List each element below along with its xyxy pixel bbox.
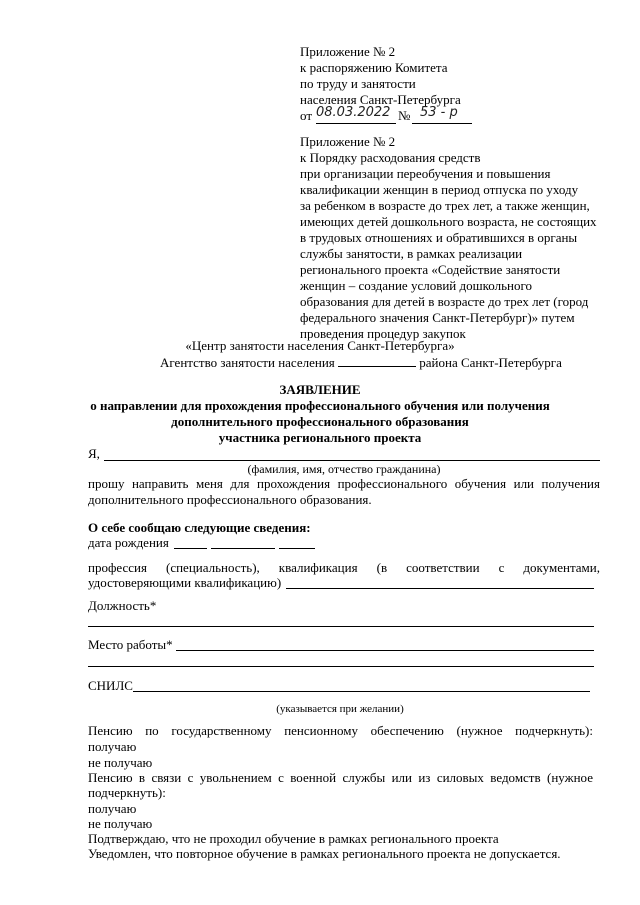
appendix-line: службы занятости, в рамках реализации: [300, 246, 523, 261]
appendix-line: федерального значения Санкт-Петербург)» путем: [300, 310, 575, 325]
military-pension-receive[interactable]: получаю: [88, 801, 137, 816]
profession-line-2: удостоверяющими квалификацию): [88, 575, 282, 590]
addressee-line-1: «Центр занятости населения Санкт-Петербурга»: [185, 338, 455, 353]
date-underline: [316, 123, 396, 124]
birth-date-label: дата рождения: [88, 535, 169, 550]
request-line-1: прошу направить меня для прохождения профессионального обучения или получения: [88, 476, 600, 491]
district-blank: [338, 354, 416, 367]
appendix-line: в трудовых отношениях и обратившихся в органы: [300, 230, 578, 245]
appendix-line: регионального проекта «Содействие занятости: [300, 262, 561, 277]
profession-field[interactable]: [286, 588, 594, 589]
state-pension-question: Пенсию по государственному пенсионному обеспечению (нужное подчеркнуть):: [88, 723, 593, 738]
appendix-date-line: [300, 105, 461, 124]
handwritten-date: 08.03.2022: [316, 105, 391, 120]
appendix-line: при организации переобучения и повышения: [300, 166, 551, 181]
applicant-prefix: Я,: [88, 446, 100, 461]
appendix-line: населения Санкт-Петербурга: [300, 92, 461, 107]
document-title: ЗАЯВЛЕНИЕ: [279, 382, 361, 397]
military-pension-not-receive[interactable]: не получаю: [88, 816, 153, 831]
snils-field[interactable]: [133, 691, 590, 692]
appendix-line: женщин – создание условий дошкольного: [300, 278, 533, 293]
appendix-line: Приложение № 2: [300, 134, 396, 149]
title-sub-1: о направлении для прохождения профессионального обучения или получения: [90, 398, 550, 413]
appendix-line: проведения процедур закупок: [300, 326, 466, 341]
profession-line-1: профессия (специальность), квалификация (в соответствии с документами,: [88, 560, 600, 575]
appendix-header-1: [300, 44, 461, 124]
confirmation-no-training: Подтверждаю, что не проходил обучение в рамках регионального проекта: [88, 831, 499, 846]
request-line-2: дополнительного профессионального образования.: [88, 492, 372, 507]
appendix-line: по труду и занятости: [300, 76, 416, 91]
number-underline: [412, 123, 472, 124]
title-sub-3: участника регионального проекта: [218, 430, 422, 445]
handwritten-number: 53 - р: [420, 105, 458, 120]
addressee-agency: Агентство занятости населения: [160, 355, 335, 370]
appendix-line: образования для детей в возрасте до трех лет (город: [300, 294, 589, 309]
appendix-line: к распоряжению Комитета: [300, 60, 448, 75]
number-sign: №: [398, 108, 411, 123]
state-pension-not-receive[interactable]: не получаю: [88, 755, 153, 770]
appendix-line: квалификации женщин в период отпуска по уходу: [300, 182, 579, 197]
addressee-line-2: [160, 354, 562, 371]
birth-month-field[interactable]: [211, 548, 275, 549]
snils-caption: (указывается при желании): [276, 703, 404, 715]
workplace-field[interactable]: [176, 650, 594, 651]
addressee-district: района Санкт-Петербурга: [419, 355, 562, 370]
appendix-line: имеющих детей дошкольного возраста, не состоящих: [300, 214, 597, 229]
birth-day-field[interactable]: [174, 548, 207, 549]
workplace-label: Место работы*: [88, 637, 173, 652]
appendix-line: к Порядку расходования средств: [300, 150, 481, 165]
about-heading: О себе сообщаю следующие сведения:: [88, 520, 311, 535]
workplace-field-extra[interactable]: [88, 666, 594, 667]
applicant-name-caption: (фамилия, имя, отчество гражданина): [247, 462, 441, 476]
appendix-line: за ребенком в возрасте до трех лет, а также женщин,: [300, 198, 590, 213]
military-pension-question: Пенсию в связи с увольнением с военной службы или из силовых ведомств (нужное: [88, 770, 593, 785]
position-field[interactable]: [88, 626, 594, 627]
position-label: Должность*: [88, 598, 157, 613]
title-sub-2: дополнительного профессионального образования: [171, 414, 469, 429]
appendix-line: Приложение № 2: [300, 44, 396, 59]
confirmation-no-repeat: Уведомлен, что повторное обучение в рамках регионального проекта не допускается.: [88, 846, 561, 861]
state-pension-receive[interactable]: получаю: [88, 739, 137, 754]
snils-label: СНИЛС: [88, 678, 133, 693]
date-prefix: от: [300, 108, 313, 123]
birth-year-field[interactable]: [279, 548, 315, 549]
appendix-header-2: [300, 134, 597, 342]
military-pension-question-cont: подчеркнуть):: [88, 785, 166, 800]
